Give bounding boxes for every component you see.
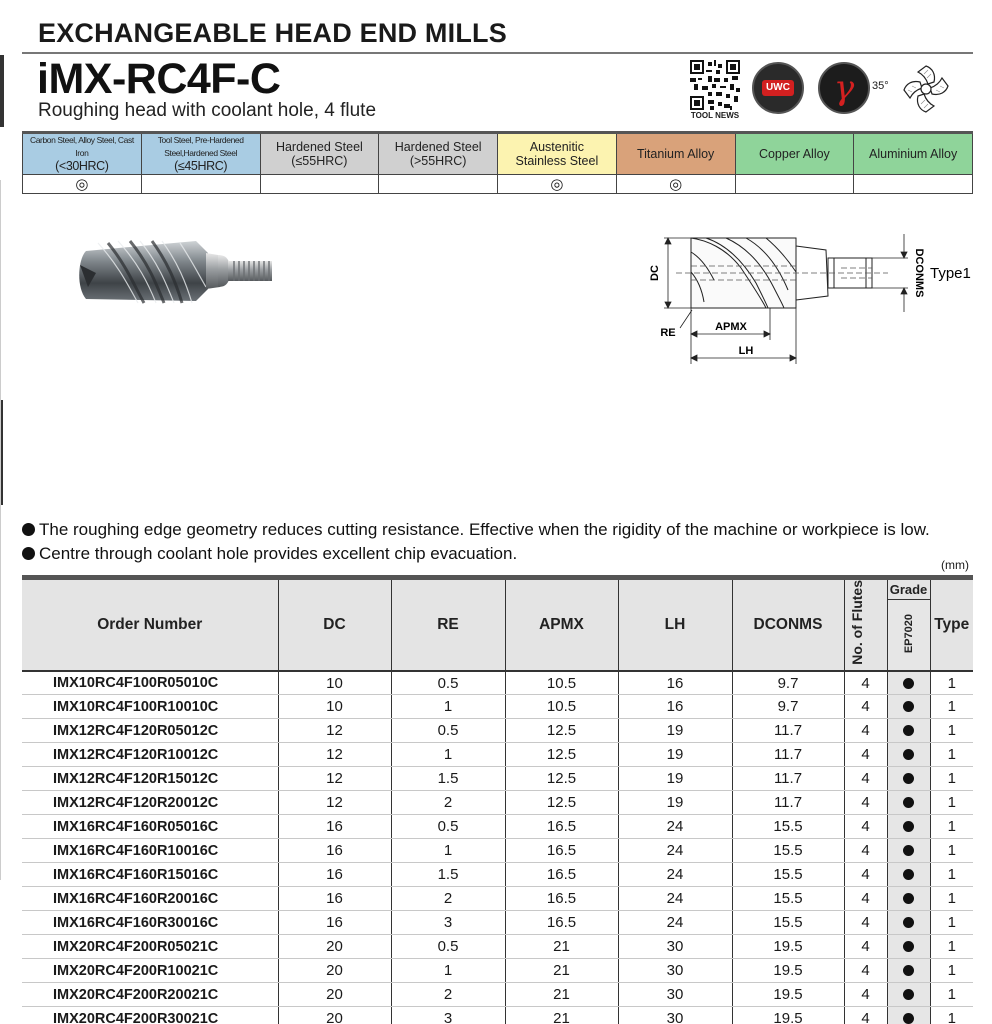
table-row	[22, 887, 973, 911]
cell-dc: 12	[278, 791, 391, 815]
cell-dconms: 11.7	[732, 719, 844, 743]
cell-lh: 30	[618, 1007, 732, 1024]
header-lh: LH	[618, 578, 732, 671]
cell-order: IMX12RC4F120R05012C	[22, 719, 278, 743]
suitability-mark	[141, 175, 260, 194]
cell-order: IMX10RC4F100R10010C	[22, 695, 278, 719]
cell-order: IMX16RC4F160R05016C	[22, 815, 278, 839]
table-row	[22, 695, 973, 719]
grade-available-icon	[903, 917, 914, 928]
cell-re: 1	[391, 839, 505, 863]
cell-flutes: 4	[844, 695, 887, 719]
cell-re: 0.5	[391, 719, 505, 743]
helix-angle-icon	[818, 62, 870, 114]
grade-available-icon	[903, 941, 914, 952]
grade-available-icon	[903, 845, 914, 856]
cell-lh: 24	[618, 911, 732, 935]
table-row	[22, 983, 973, 1007]
table-row	[22, 839, 973, 863]
suitability-mark	[260, 175, 379, 194]
cell-grade	[887, 863, 930, 887]
grade-available-icon	[903, 725, 914, 736]
header-dc: DC	[278, 578, 391, 671]
page-edge-marker	[0, 55, 4, 127]
cell-grade	[887, 983, 930, 1007]
cell-grade	[887, 791, 930, 815]
cell-flutes: 4	[844, 791, 887, 815]
header-order-number: Order Number	[22, 578, 278, 671]
header-type: Type	[930, 578, 973, 671]
cell-lh: 30	[618, 935, 732, 959]
cell-apmx: 21	[505, 983, 618, 1007]
cell-lh: 19	[618, 767, 732, 791]
cell-flutes: 4	[844, 983, 887, 1007]
grade-available-icon	[903, 678, 914, 689]
cell-order: IMX20RC4F200R20021C	[22, 983, 278, 1007]
table-row	[22, 767, 973, 791]
table-row	[22, 719, 973, 743]
cell-apmx: 10.5	[505, 695, 618, 719]
grade-available-icon	[903, 749, 914, 760]
cell-apmx: 16.5	[505, 863, 618, 887]
cell-flutes: 4	[844, 935, 887, 959]
page-edge-line	[0, 180, 1, 880]
cell-lh: 16	[618, 671, 732, 695]
cell-dconms: 9.7	[732, 671, 844, 695]
cell-type: 1	[930, 767, 973, 791]
bullet-icon	[22, 523, 35, 536]
cell-apmx: 12.5	[505, 767, 618, 791]
feature-text: The roughing edge geometry reduces cutting resistance. Effective when the rigidity of the machine or workpiece is low.	[39, 520, 930, 539]
cell-dconms: 19.5	[732, 935, 844, 959]
suitability-mark: ◎	[498, 175, 617, 194]
grade-available-icon	[903, 965, 914, 976]
cell-dc: 16	[278, 863, 391, 887]
header-apmx: APMX	[505, 578, 618, 671]
dim-label-dc: DC	[649, 265, 661, 281]
dimension-drawing	[646, 228, 986, 368]
cell-grade	[887, 935, 930, 959]
cell-apmx: 21	[505, 1007, 618, 1024]
grade-available-icon	[903, 869, 914, 880]
cell-type: 1	[930, 839, 973, 863]
cell-re: 0.5	[391, 815, 505, 839]
cell-dconms: 11.7	[732, 791, 844, 815]
cell-dconms: 15.5	[732, 887, 844, 911]
cell-flutes: 4	[844, 767, 887, 791]
qr-code-icon[interactable]	[690, 60, 740, 110]
product-name: iMX-RC4F-C	[37, 55, 281, 103]
grade-available-icon	[903, 701, 914, 712]
cell-lh: 19	[618, 791, 732, 815]
cell-dconms: 11.7	[732, 767, 844, 791]
dim-label-lh: LH	[738, 345, 754, 357]
header-re: RE	[391, 578, 505, 671]
cell-type: 1	[930, 743, 973, 767]
cell-lh: 30	[618, 983, 732, 1007]
cell-re: 0.5	[391, 671, 505, 695]
cell-type: 1	[930, 983, 973, 1007]
feature-item	[22, 544, 517, 564]
table-row	[22, 1007, 973, 1024]
cell-dconms: 19.5	[732, 959, 844, 983]
cell-lh: 19	[618, 743, 732, 767]
cell-order: IMX16RC4F160R30016C	[22, 911, 278, 935]
material-tool-steel: Tool Steel, Pre-Hardened Steel,Hardened Steel (≤45HRC)	[141, 133, 260, 175]
cell-lh: 24	[618, 815, 732, 839]
helix-symbol: γ	[833, 68, 855, 108]
cell-flutes: 4	[844, 719, 887, 743]
table-row	[22, 671, 973, 695]
cell-apmx: 16.5	[505, 815, 618, 839]
unit-label: (mm)	[941, 558, 969, 572]
cell-flutes: 4	[844, 671, 887, 695]
cell-type: 1	[930, 719, 973, 743]
material-hardened-steel-55: Hardened Steel (≤55HRC)	[260, 133, 379, 175]
cell-lh: 16	[618, 695, 732, 719]
cell-flutes: 4	[844, 863, 887, 887]
header-dconms: DCONMS	[732, 578, 844, 671]
cell-dc: 12	[278, 767, 391, 791]
feature-text: Centre through coolant hole provides excellent chip evacuation.	[39, 544, 518, 563]
cell-flutes: 4	[844, 1007, 887, 1024]
cell-lh: 30	[618, 959, 732, 983]
uwc-badge-icon	[752, 62, 804, 114]
title-divider	[22, 52, 973, 54]
cell-apmx: 16.5	[505, 887, 618, 911]
cell-re: 3	[391, 1007, 505, 1024]
cell-order: IMX16RC4F160R15016C	[22, 863, 278, 887]
cell-apmx: 16.5	[505, 839, 618, 863]
grade-available-icon	[903, 893, 914, 904]
cell-grade	[887, 815, 930, 839]
cell-apmx: 16.5	[505, 911, 618, 935]
cell-type: 1	[930, 695, 973, 719]
cell-dconms: 19.5	[732, 983, 844, 1007]
cell-order: IMX20RC4F200R30021C	[22, 1007, 278, 1024]
cell-dconms: 15.5	[732, 911, 844, 935]
dim-label-apmx: APMX	[715, 321, 747, 333]
header-grade-ep7020	[887, 600, 930, 671]
cell-lh: 24	[618, 863, 732, 887]
cell-re: 2	[391, 983, 505, 1007]
bullet-icon	[22, 547, 35, 560]
table-row	[22, 911, 973, 935]
suitability-mark	[735, 175, 854, 194]
specification-table	[22, 575, 973, 1024]
suitability-mark: ◎	[616, 175, 735, 194]
grade-available-icon	[903, 821, 914, 832]
cell-order: IMX10RC4F100R05010C	[22, 671, 278, 695]
section-title: EXCHANGEABLE HEAD END MILLS	[38, 18, 507, 48]
cell-dc: 10	[278, 695, 391, 719]
cell-apmx: 12.5	[505, 719, 618, 743]
grade-available-icon	[903, 773, 914, 784]
cell-type: 1	[930, 887, 973, 911]
cell-order: IMX12RC4F120R15012C	[22, 767, 278, 791]
table-row	[22, 935, 973, 959]
cell-dconms: 9.7	[732, 695, 844, 719]
four-flute-end-view-icon	[898, 62, 954, 116]
cell-order: IMX12RC4F120R20012C	[22, 791, 278, 815]
table-row	[22, 959, 973, 983]
cell-grade	[887, 767, 930, 791]
cell-dc: 16	[278, 815, 391, 839]
type-label: Type1	[930, 265, 971, 282]
cell-re: 1	[391, 959, 505, 983]
cell-apmx: 12.5	[505, 743, 618, 767]
grade-name-text: EP7020	[902, 613, 915, 653]
cell-type: 1	[930, 791, 973, 815]
uwc-label: UWC	[762, 80, 794, 96]
cell-re: 2	[391, 887, 505, 911]
cell-dconms: 15.5	[732, 839, 844, 863]
cell-lh: 24	[618, 887, 732, 911]
cell-re: 1	[391, 743, 505, 767]
cell-order: IMX20RC4F200R10021C	[22, 959, 278, 983]
table-row	[22, 743, 973, 767]
cell-dconms: 19.5	[732, 1007, 844, 1024]
cell-dc: 10	[278, 671, 391, 695]
material-suitability-table	[22, 131, 973, 194]
cell-flutes: 4	[844, 959, 887, 983]
cell-flutes: 4	[844, 815, 887, 839]
cell-dc: 12	[278, 719, 391, 743]
cell-dc: 16	[278, 839, 391, 863]
cell-order: IMX20RC4F200R05021C	[22, 935, 278, 959]
material-copper-alloy: Copper Alloy	[735, 133, 854, 175]
material-titanium-alloy: Titanium Alloy	[616, 133, 735, 175]
cell-apmx: 10.5	[505, 671, 618, 695]
cell-dconms: 15.5	[732, 815, 844, 839]
cell-order: IMX16RC4F160R10016C	[22, 839, 278, 863]
header-grade: Grade	[887, 578, 930, 600]
table-row	[22, 815, 973, 839]
cell-grade	[887, 1007, 930, 1024]
cell-apmx: 21	[505, 935, 618, 959]
cell-grade	[887, 959, 930, 983]
helix-angle-value: 35°	[872, 80, 889, 92]
product-subtitle: Roughing head with coolant hole, 4 flute	[38, 100, 377, 121]
cell-flutes: 4	[844, 887, 887, 911]
cell-grade	[887, 887, 930, 911]
feature-item	[22, 520, 930, 540]
cell-grade	[887, 695, 930, 719]
cell-order: IMX12RC4F120R10012C	[22, 743, 278, 767]
cell-grade	[887, 911, 930, 935]
cell-dconms: 11.7	[732, 743, 844, 767]
product-photo	[68, 225, 280, 319]
cell-re: 0.5	[391, 935, 505, 959]
cell-flutes: 4	[844, 911, 887, 935]
cell-re: 1.5	[391, 863, 505, 887]
cell-apmx: 21	[505, 959, 618, 983]
cell-lh: 24	[618, 839, 732, 863]
cell-dc: 20	[278, 1007, 391, 1024]
grade-available-icon	[903, 989, 914, 1000]
cell-flutes: 4	[844, 743, 887, 767]
cell-type: 1	[930, 959, 973, 983]
cell-dc: 12	[278, 743, 391, 767]
cell-type: 1	[930, 911, 973, 935]
table-row	[22, 863, 973, 887]
cell-re: 1.5	[391, 767, 505, 791]
suitability-mark	[854, 175, 973, 194]
grade-available-icon	[903, 1013, 914, 1024]
table-row	[22, 791, 973, 815]
cell-dc: 20	[278, 983, 391, 1007]
cell-dconms: 15.5	[732, 863, 844, 887]
cell-grade	[887, 743, 930, 767]
dim-label-dconms: DCONMS	[913, 248, 925, 298]
cell-flutes: 4	[844, 839, 887, 863]
material-carbon-steel: Carbon Steel, Alloy Steel, Cast Iron (<30HRC)	[23, 133, 142, 175]
material-stainless-steel: Austenitic Stainless Steel	[498, 133, 617, 175]
cell-order: IMX16RC4F160R20016C	[22, 887, 278, 911]
cell-apmx: 12.5	[505, 791, 618, 815]
cell-lh: 19	[618, 719, 732, 743]
dim-label-re: RE	[660, 327, 676, 339]
cell-dc: 16	[278, 911, 391, 935]
cell-type: 1	[930, 935, 973, 959]
cell-grade	[887, 671, 930, 695]
suitability-mark	[379, 175, 498, 194]
cell-dc: 20	[278, 935, 391, 959]
cell-grade	[887, 839, 930, 863]
cell-grade	[887, 719, 930, 743]
cell-dc: 20	[278, 959, 391, 983]
cell-dc: 16	[278, 887, 391, 911]
cell-type: 1	[930, 1007, 973, 1024]
cell-re: 3	[391, 911, 505, 935]
cell-re: 1	[391, 695, 505, 719]
header-flutes	[844, 578, 887, 671]
cell-type: 1	[930, 671, 973, 695]
grade-available-icon	[903, 797, 914, 808]
cell-re: 2	[391, 791, 505, 815]
tool-news-label: TOOL NEWS	[690, 111, 740, 120]
cell-type: 1	[930, 815, 973, 839]
suitability-mark: ◎	[23, 175, 142, 194]
material-aluminium-alloy: Aluminium Alloy	[854, 133, 973, 175]
header-flutes-text: No. of Flutes	[848, 580, 865, 665]
material-hardened-steel-over-55: Hardened Steel (>55HRC)	[379, 133, 498, 175]
cell-type: 1	[930, 863, 973, 887]
